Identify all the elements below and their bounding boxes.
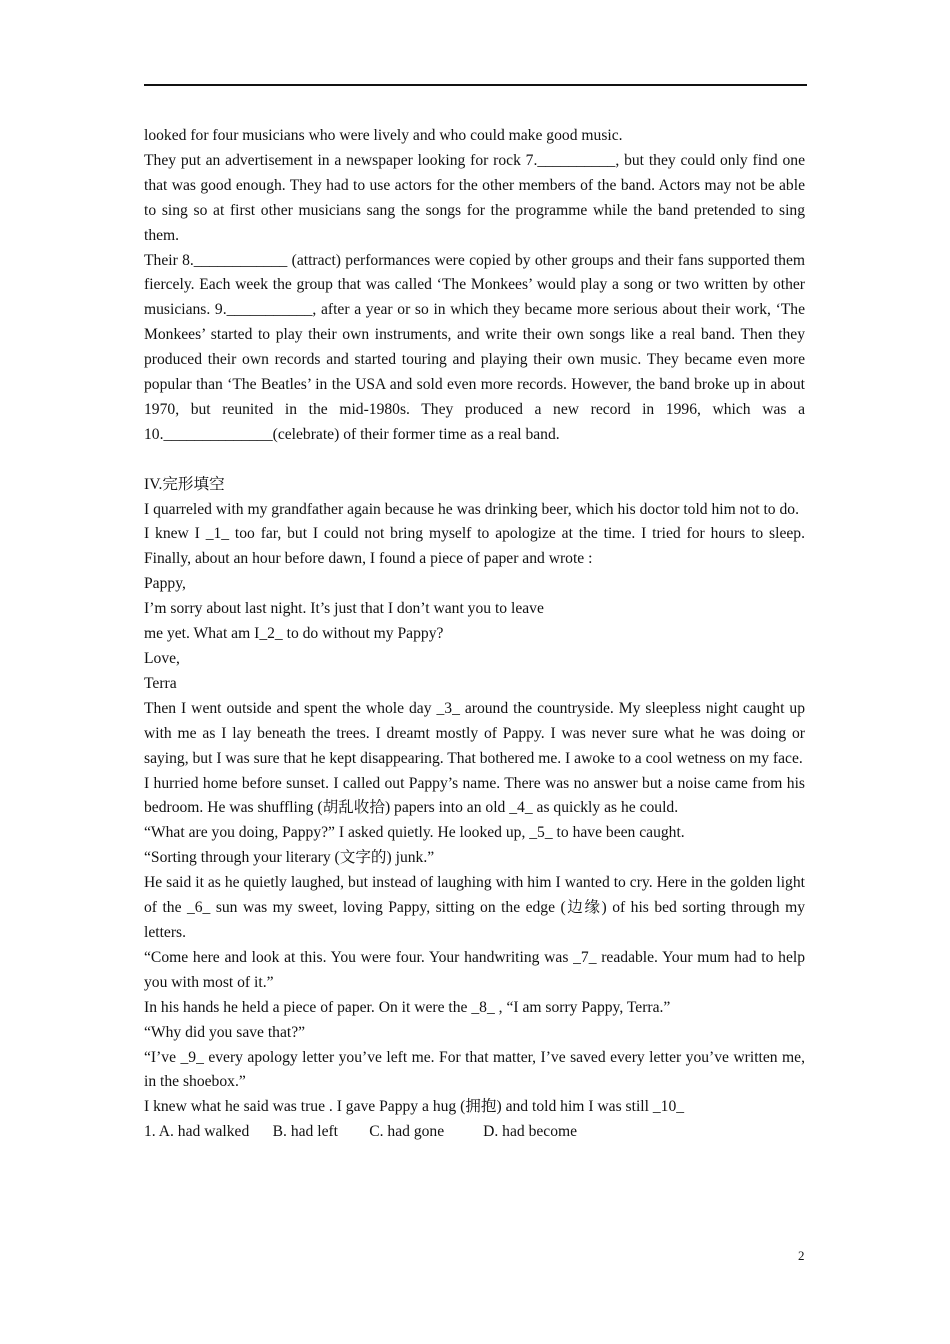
paragraph: He said it as he quietly laughed, but instead of laughing with him I wanted to cry. Here in the golden light of the _6_ sun was my sweet, loving Pappy, sitting on the edge (边缘) of his bed sorting through my letters. bbox=[144, 874, 805, 941]
section-heading: IV.完形填空 bbox=[144, 475, 225, 493]
paragraph: Then I went outside and spent the whole day _3_ around the countryside. My sleepless night caught up with me as I lay beneath the trees. I dreamt mostly of Pappy. I was never sure what he was doing or saying, but I was sure that he kept disappearing. That bothered me. I awoke to a cool wetness on my face. bbox=[144, 699, 805, 767]
paragraph: I knew I _1_ too far, but I could not bring myself to apologize at the time. I tried for hours to sleep. Finally, about an hour before dawn, I found a piece of paper and wrote : bbox=[144, 525, 805, 568]
paragraph: “Come here and look at this. You were four. Your handwriting was _7_ readable. Your mum had to help you with most of it.” bbox=[144, 948, 805, 991]
page-number: 2 bbox=[798, 1248, 805, 1263]
paragraph: Their 8.____________ (attract) performances were copied by other groups and their fans supported them fiercely. Each week the group that was called ‘The Monkees’ would play a song or two written by other musicians. 9.___________, after a year or so in which they became more serious about their work, ‘The Monkees’ started to play their own instruments, and write their own songs like a real band. Then they produced their own records and started touring and playing their own music. They became even more popular than ‘The Beatles’ in the USA and sold even more records. However, the band broke up in about 1970, but reunited in the mid-1980s. They produced a new record in 1996, which was a 10.______________(celebrate) of their former time as a real band. bbox=[144, 251, 805, 443]
paragraph: “Sorting through your literary (文字的) junk.” bbox=[144, 849, 435, 867]
paragraph: They put an advertisement in a newspaper looking for rock 7.__________, but they could only find one that was good enough. They had to use actors for the other members of the band. Actors may not be able to sing so at first other musicians sang the songs for the programme while the band pretended to sing them. bbox=[144, 151, 805, 244]
letter-line: Pappy, bbox=[144, 575, 186, 593]
letter-line: Terra bbox=[144, 674, 177, 692]
paragraph: “I’ve _9_ every apology letter you’ve left me. For that matter, I’ve saved every letter you’ve written me, in the shoebox.” bbox=[144, 1048, 805, 1091]
paragraph: In his hands he held a piece of paper. On it were the _8_ , “I am sorry Pappy, Terra.” bbox=[144, 998, 671, 1016]
header-rule bbox=[144, 84, 807, 86]
letter-line: I’m sorry about last night. It’s just that I don’t want you to leave bbox=[144, 600, 544, 618]
letter-line: Love, bbox=[144, 650, 180, 668]
section-gap bbox=[144, 448, 805, 473]
document-body bbox=[144, 124, 805, 1145]
paragraph: I hurried home before sunset. I called out Pappy’s name. There was no answer but a noise came from his bedroom. He was shuffling (胡乱收拾) papers into an old _4_ as quickly as he could. bbox=[144, 774, 805, 817]
paragraph: I knew what he said was true . I gave Pappy a hug (拥抱) and told him I was still _10_ bbox=[144, 1098, 685, 1116]
question-options: 1. A. had walked B. had left C. had gone D. had become bbox=[144, 1123, 578, 1141]
paragraph: looked for four musicians who were lively and who could make good music. bbox=[144, 127, 623, 144]
paragraph: “What are you doing, Pappy?” I asked quietly. He looked up, _5_ to have been caught. bbox=[144, 824, 685, 842]
paragraph: I quarreled with my grandfather again because he was drinking beer, which his doctor told him not to do. bbox=[144, 500, 799, 518]
letter-line: me yet. What am I_2_ to do without my Pappy? bbox=[144, 625, 444, 643]
paragraph: “Why did you save that?” bbox=[144, 1023, 306, 1041]
